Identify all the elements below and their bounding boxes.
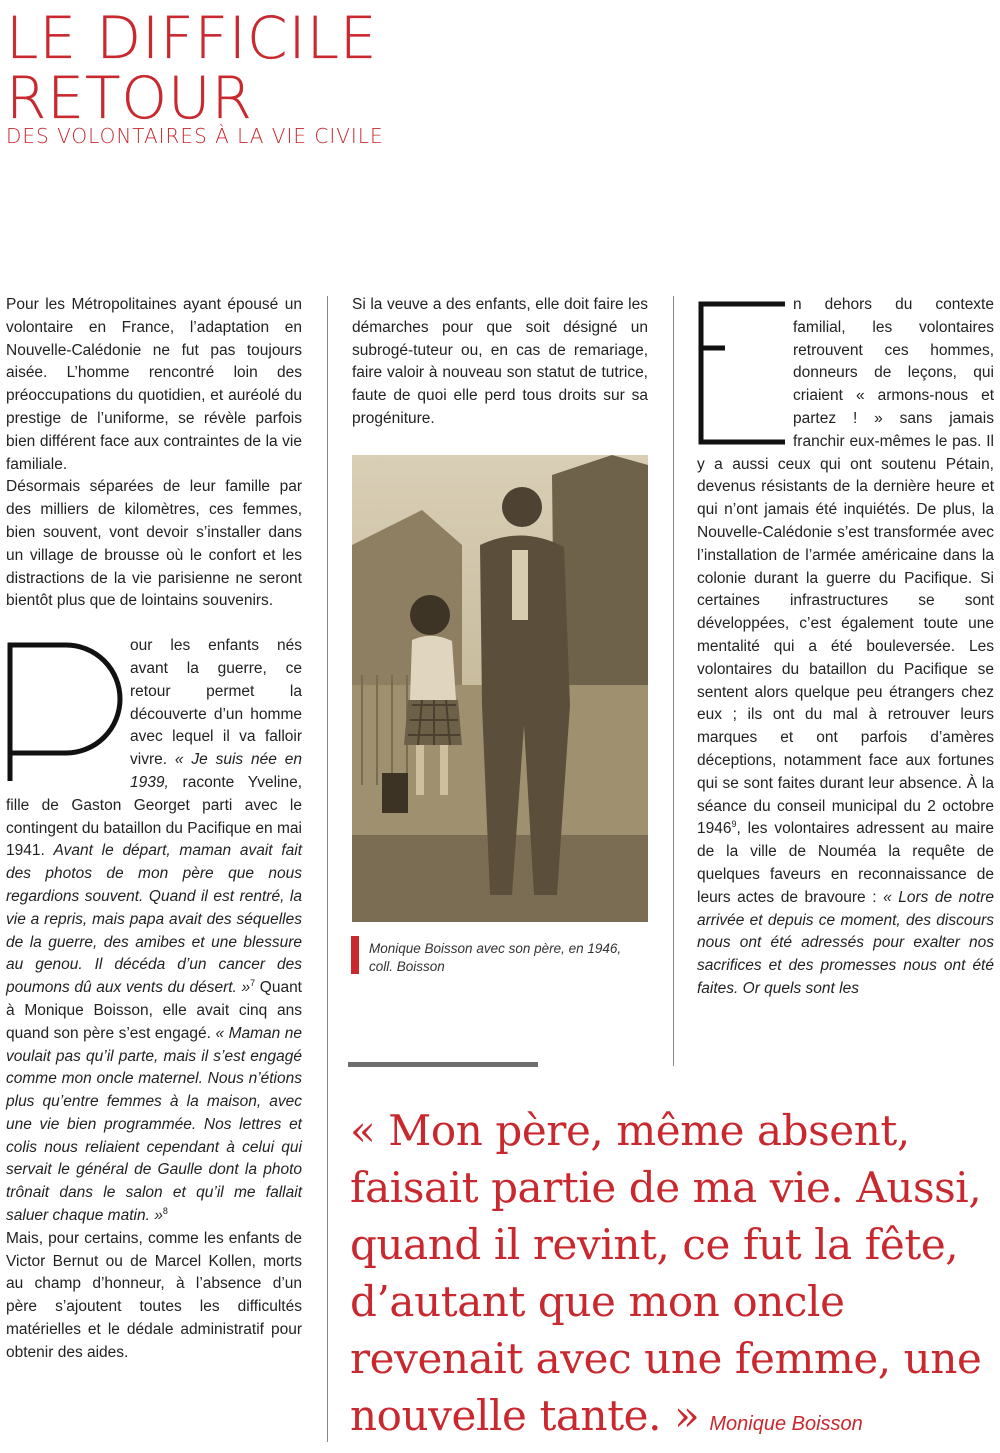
column3-paragraph-1	[697, 294, 994, 1001]
pull-quote-rule	[348, 1062, 538, 1067]
article-subtitle: DES VOLONTAIRES À LA VIE CIVILE	[6, 124, 384, 148]
footnote-7: 7	[250, 977, 256, 988]
dropcap-p	[6, 641, 124, 783]
column1-para3-mid2: Quant à Monique Boisson, elle avait cinq ans quand son père s’est engagé.	[6, 979, 302, 1042]
column1-para3-mid: raconte Yveline, fille de Gaston Georget parti avec le contingent du bataillon du Pacifique en mai 1941.	[6, 773, 302, 860]
column1-paragraph-2: Désormais séparées de leur famille par des milliers de kilomètres, ces femmes, bien souvent, vont devoir s’installer dans un village de brousse où le confort et les distractions de la vie parisienne ne seront bientôt plus que de lointains souvenirs.	[6, 478, 302, 610]
column1-para3-start: our les enfants nés avant la guerre, ce retour permet la découverte d’un homme avec lequel il va falloir vivre.	[130, 637, 302, 769]
column2-paragraph-1: Si la veuve a des enfants, elle doit faire les démarches pour que soit désigné un subrogé-tuteur ou, en cas de remariage, faire valoir à nouveau son statut de tutrice, faute de quoi elle perd tous droits sur sa progéniture.	[352, 296, 648, 427]
column-divider-2	[673, 296, 674, 1066]
dropcap-p-glyph	[6, 641, 124, 783]
column-divider-1	[327, 296, 328, 1442]
yveline-quote-open: « Je suis née en 1939,	[130, 751, 302, 791]
column3-para1-start: n dehors du contexte familial, les volontaires retrouvent ces hommes, donneurs de leçons, qui criaient « armons-nous et partez ! » sans jamais franchir eux-mêmes le pas. Il y a aussi ceux qui ont soutenu Pétain, devenus résistants de la dernière heure et qui n’ont jamais été inquiétés. De plus, la Nouvelle-Calédonie s’est transformée avec l’installation de l’armée américaine dans la colonie durant la guerre du Pacifique. Si certaines infrastructures se sont développées, c’est également toute une mentalité qui a été bouleversée. Les volontaires du bataillon du Pacifique se sentent alors quelque peu étrangers chez eux ; ils ont du mal à retrouver leurs marques et ont parfois d’amères déceptions, notamment face aux fortunes qui se sont faites durant leur absence. À la séance du conseil municipal du 2 octobre 1946	[697, 296, 994, 838]
monique-quote: « Maman ne voulait pas qu’il parte, mais il s’est engagé comme mon oncle maternel. Nous n’étions plus qu’entre femmes à la maison, avec une vie bien programmée. Nos lettres et colis nous reliaient cependant à celui qui servait le général de Gaulle dont la photo trônait dans le salon et qu’il me fallait saluer chaque matin. »	[6, 1024, 302, 1225]
text-column-1	[6, 294, 302, 1365]
footnote-8: 8	[162, 1205, 168, 1216]
pull-quote-text: « Mon père, même absent, faisait partie de ma vie. Aussi, quand il revint, ce fut la fête, d’autant que mon oncle revenait avec une femme, une nouvelle tante. »	[350, 1106, 982, 1440]
family-photo	[352, 455, 648, 922]
dropcap-e-glyph	[697, 300, 787, 446]
article-title	[6, 4, 378, 132]
title-line-2: RETOUR	[6, 64, 253, 132]
column1-paragraph-4: Mais, pour certains, comme les enfants de Victor Bernut ou de Marcel Kollen, morts au champ d’honneur, à l’absence d’un père s’ajoutent toutes les difficultés matérielles et le dédale administratif pour obtenir des aides.	[6, 1229, 302, 1361]
column3-para1-mid: , les volontaires adressent au maire de la ville de Nouméa la requête de quelques faveurs en reconnaissance de leurs actes de bravoure :	[697, 820, 994, 906]
column1-paragraph-3	[6, 635, 302, 1228]
text-column-3	[697, 294, 994, 1001]
volunteers-quote: « Lors de notre arrivée et depuis ce moment, des discours nous ont été adressés pour exalter nos sacrifices et des promesses nous ont été faites. Or quels sont les	[697, 888, 995, 997]
dropcap-e	[697, 300, 787, 446]
caption-marker	[351, 936, 359, 974]
title-line-1: LE DIFFICILE	[6, 4, 378, 72]
text-column-2	[352, 294, 648, 431]
column1-paragraph-1: Pour les Métropolitaines ayant épousé un volontaire en France, l’adaptation en Nouvelle-Calédonie ne fut pas toujours aisée. L’homme rencontré loin des préoccupations du quotidien, et auréolé du prestige de l’uniforme, se révèle parfois bien différent face aux contraintes de la vie familiale.	[6, 296, 302, 473]
yveline-quote: Avant le départ, maman avait fait des photos de mon père que nous regardions souvent. Quand il est rentré, la vie a repris, mais papa avait des séquelles de la guerre, des amibes et une blessure au genou. Il décéda d’un cancer des poumons dû aux vents du désert. »	[6, 842, 303, 997]
footnote-9: 9	[731, 819, 737, 830]
pull-quote	[350, 1102, 995, 1453]
pull-quote-author: Monique Boisson	[709, 1413, 863, 1435]
photo-illustration	[352, 455, 648, 922]
photo-caption: Monique Boisson avec son père, en 1946, coll. Boisson	[369, 941, 622, 974]
